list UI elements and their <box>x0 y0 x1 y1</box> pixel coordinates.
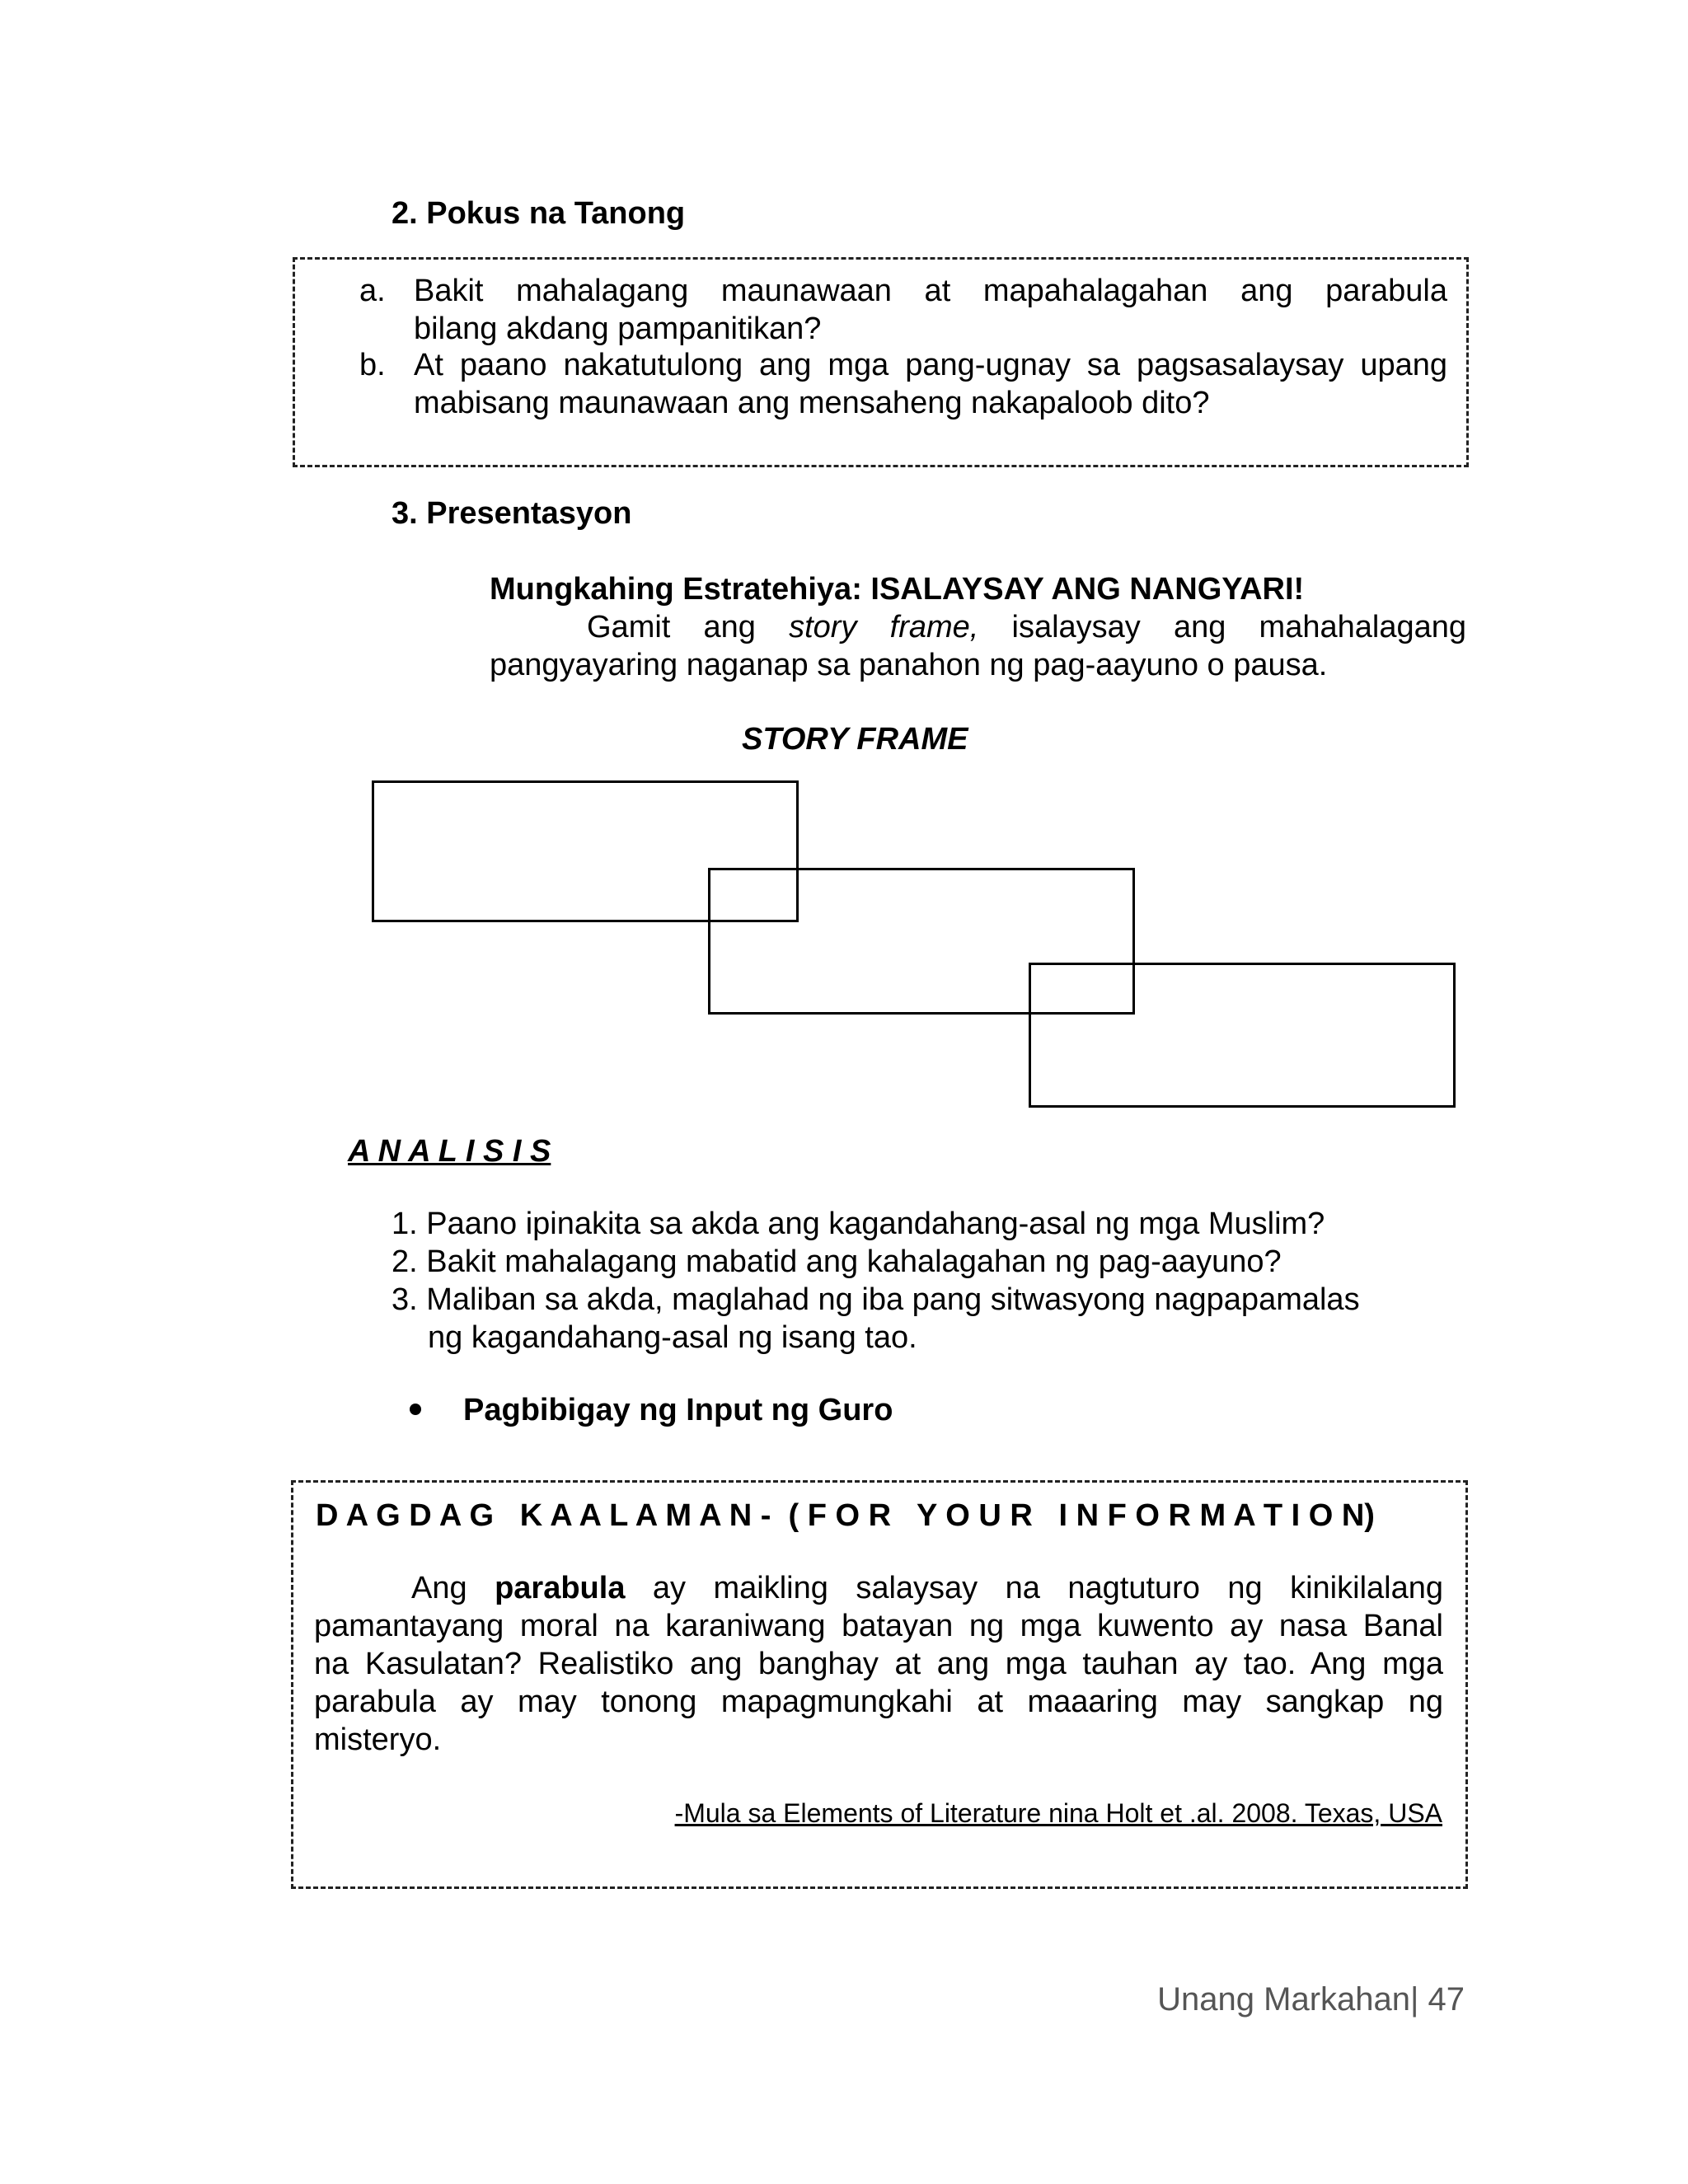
text-line: misteryo. <box>314 1722 442 1757</box>
pokus-item-b <box>359 346 1447 422</box>
analisis-item-3-cont: ng kagandahang-asal ng isang tao. <box>428 1320 917 1355</box>
section-heading-presentasyon: 3. Presentasyon <box>392 496 632 531</box>
pokus-item-text: bilang akdang pampanitikan? <box>414 312 822 346</box>
text-span: Gamit ang <box>587 610 756 644</box>
text-span: isalaysay ang mahahalagang <box>1011 610 1466 644</box>
strategy-description <box>490 608 1466 684</box>
pokus-item-text: mabisang maunawaan ang mensaheng nakapaloob dito? <box>414 386 1210 420</box>
section-heading-pokus: 2. Pokus na Tanong <box>392 196 686 231</box>
analisis-heading: A N A L I S I S <box>348 1134 551 1169</box>
text-line: na Kasulatan? Realistiko ang banghay at ang mga tauhan ay tao. Ang mga <box>314 1647 1443 1681</box>
text-line: pangyayaring naganap sa panahon ng pag-aayuno o pausa. <box>490 648 1328 682</box>
source-citation: -Mula sa Elements of Literature nina Holt et .al. 2008. Texas, USA <box>674 1798 1442 1828</box>
bullet-dot <box>410 1404 421 1415</box>
list-marker: b. <box>359 348 386 382</box>
story-frame-box-3 <box>1029 963 1456 1108</box>
dagdag-kaalaman-title: D A G D A G K A A L A M A N - ( F O R Y O U R I N F O R M A T I O N) <box>316 1498 1375 1533</box>
pokus-item-text: Bakit mahalagang maunawaan at mapahalagahan ang parabula <box>414 274 1447 308</box>
italic-term: story frame, <box>789 610 979 644</box>
text-span: Ang <box>411 1571 467 1605</box>
pokus-item-text: At paano nakatutulong ang mga pang-ugnay sa pagsasalaysay upang <box>414 348 1447 382</box>
bullet-item-input-guro: Pagbibigay ng Input ng Guro <box>463 1393 893 1427</box>
list-marker: a. <box>359 274 386 308</box>
pokus-item-a <box>359 272 1447 348</box>
page-footer: Unang Markahan| 47 <box>1157 1981 1465 2018</box>
parabula-definition <box>314 1569 1443 1759</box>
bold-term: parabula <box>495 1571 626 1605</box>
text-line: pamantayang moral na karaniwang batayan ng mga kuwento ay nasa Banal <box>314 1609 1443 1643</box>
analisis-item-1: 1. Paano ipinakita sa akda ang kagandahang-asal ng mga Muslim? <box>392 1207 1325 1241</box>
strategy-heading: Mungkahing Estratehiya: ISALAYSAY ANG NANGYARI! <box>490 572 1305 607</box>
text-span: ay maikling salaysay na nagtuturo ng kinikilalang <box>652 1571 1443 1605</box>
analisis-item-2: 2. Bakit mahalagang mabatid ang kahalagahan ng pag-aayuno? <box>392 1244 1282 1279</box>
text-line: parabula ay may tonong mapagmungkahi at maaaring may sangkap ng <box>314 1685 1443 1719</box>
story-frame-title: STORY FRAME <box>742 722 968 757</box>
analisis-item-3: 3. Maliban sa akda, maglahad ng iba pang sitwasyong nagpapamalas <box>392 1282 1360 1317</box>
